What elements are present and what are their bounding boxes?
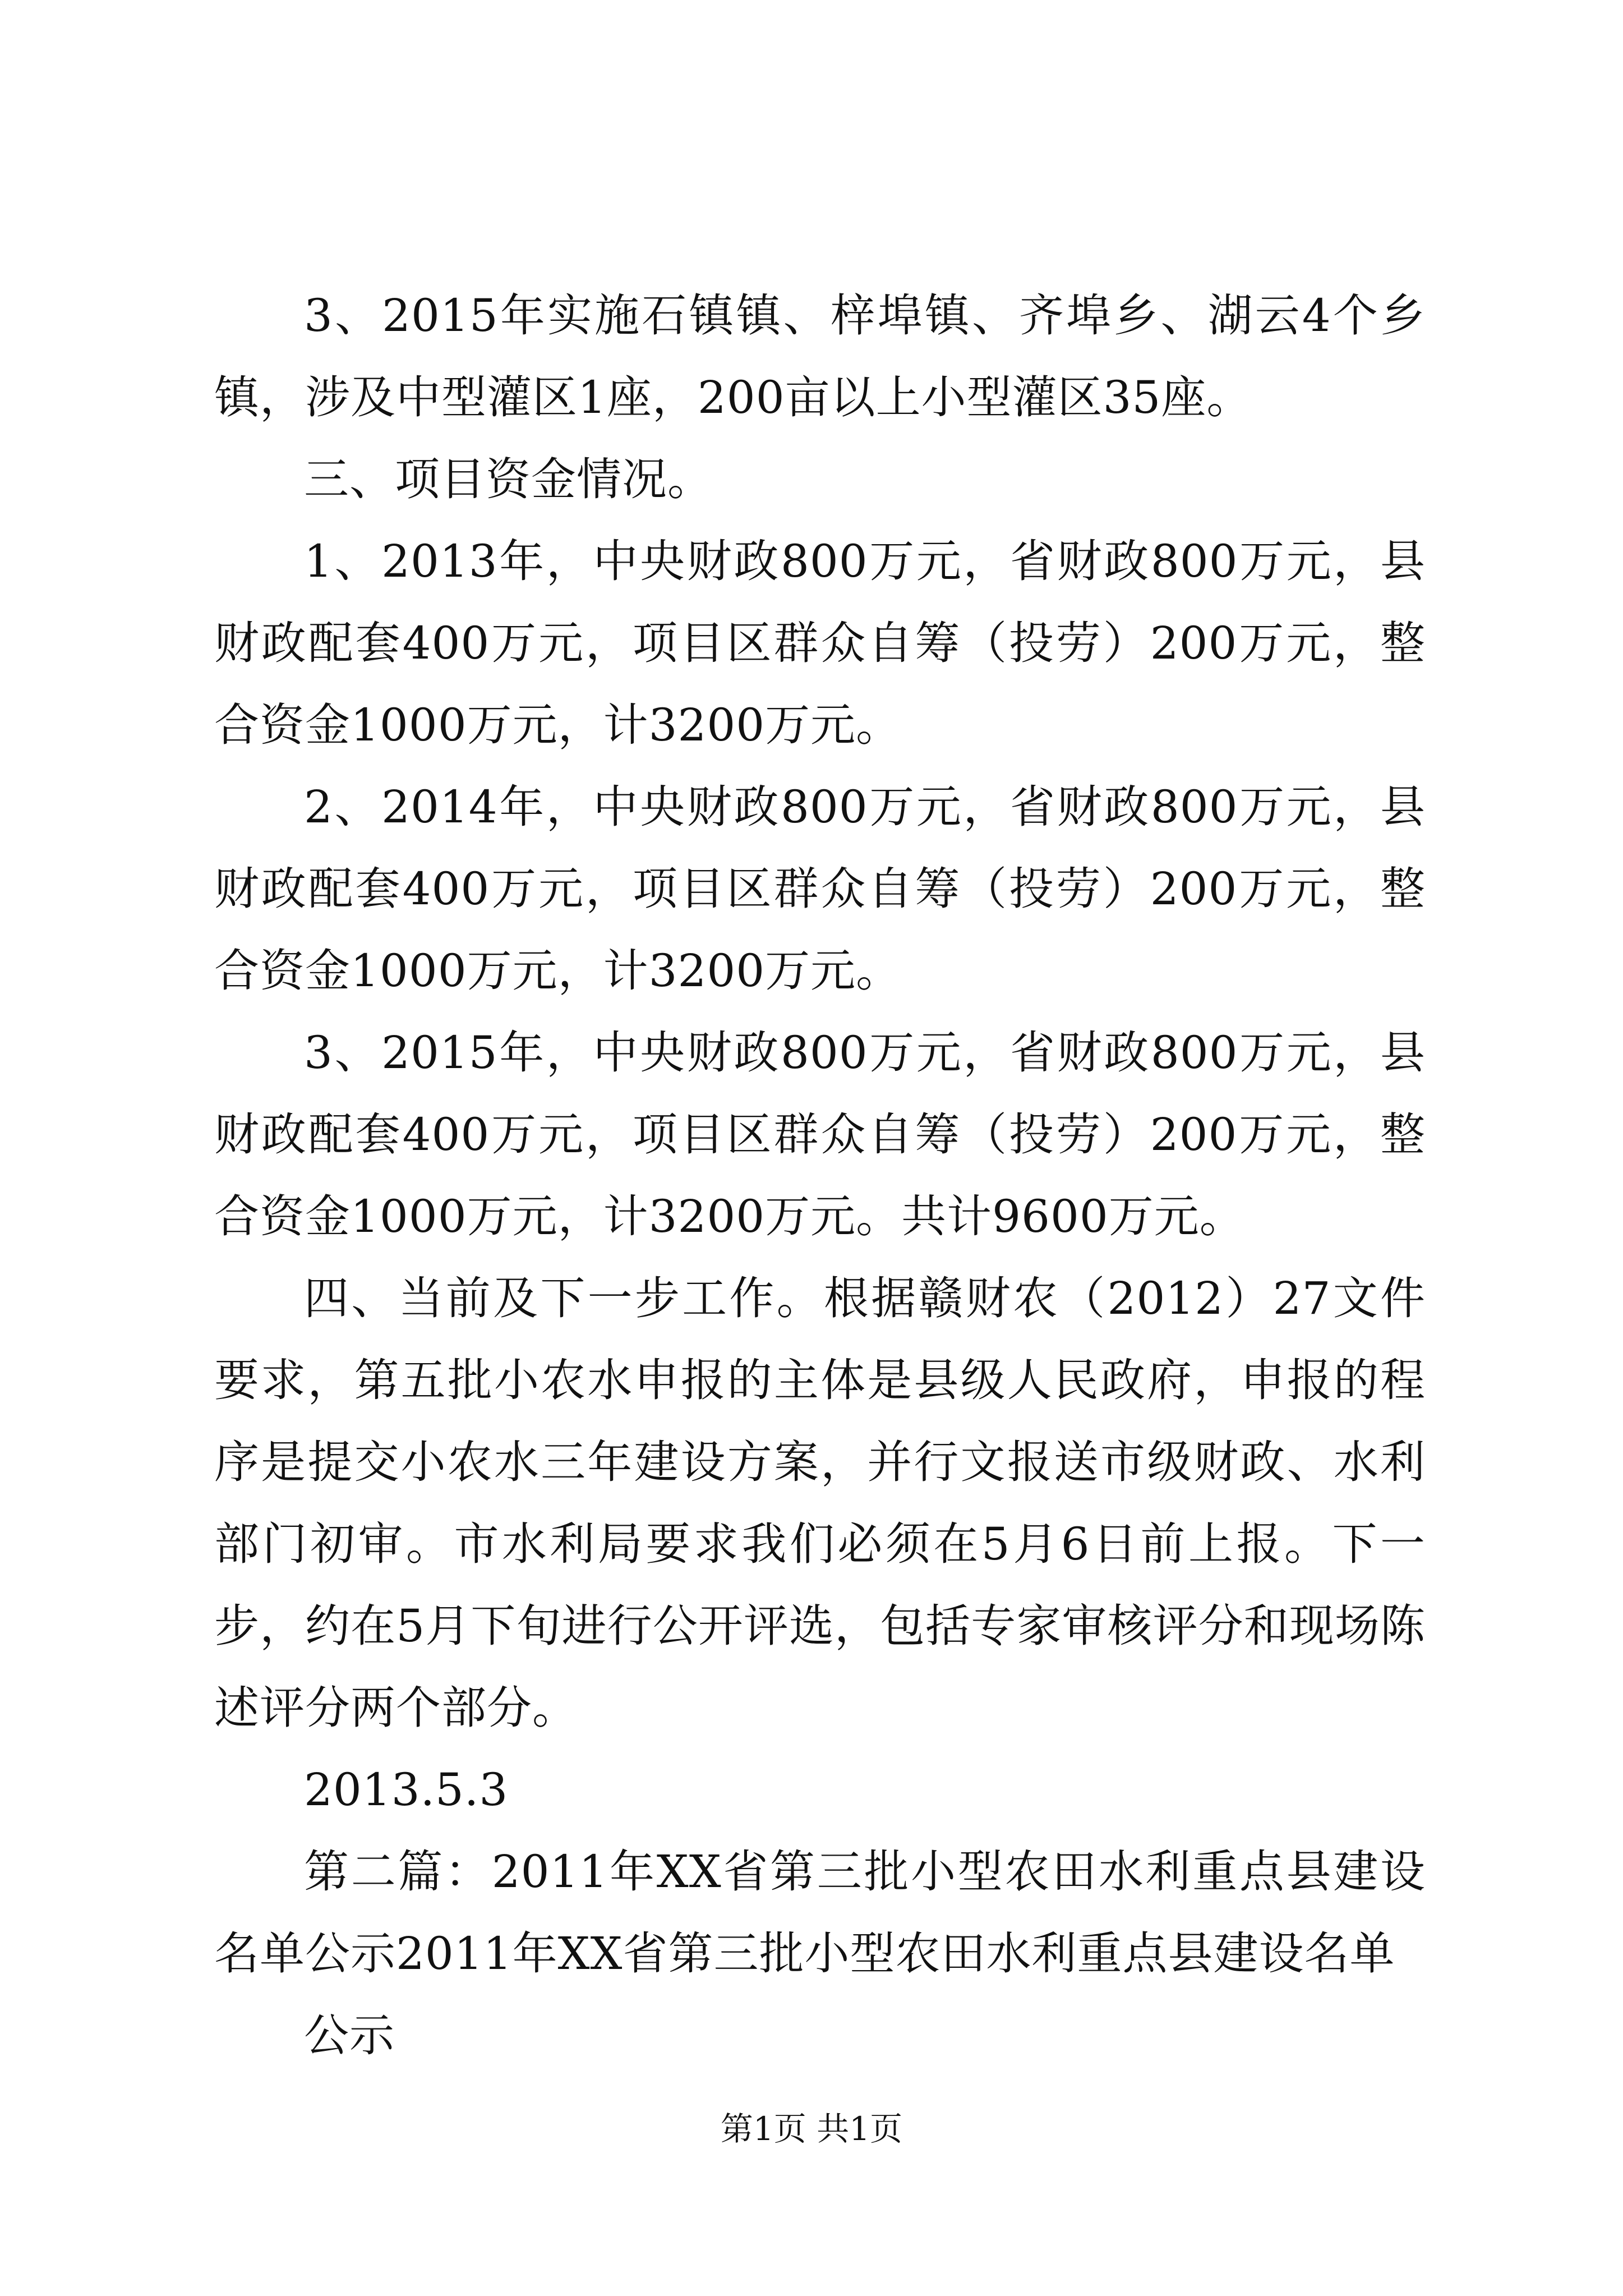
page-number: 第1页 共1页 [720,2110,903,2148]
second-article-subtitle: 公示 [304,2009,395,2062]
second-article-title: 第二篇：2011年XX省第三批小型农田水利重点县建设名单公示2011年XX省第三批小型农田水利重点县建设名单 [214,1846,1426,1980]
document-date: 2013.5.3 [304,1764,509,1816]
paragraph-funding-2014: 2、2014年，中央财政800万元，省财政800万元，县财政配套400万元，项目区群众自筹（投劳）200万元，整合资金1000万元，计3200万元。 [214,781,1426,997]
paragraph-funding-2013: 1、2013年，中央财政800万元，省财政800万元，县财政配套400万元，项目区群众自筹（投劳）200万元，整合资金1000万元，计3200万元。 [214,535,1426,751]
page-footer [0,2106,1623,2151]
paragraph-funding-2015: 3、2015年，中央财政800万元，省财政800万元，县财政配套400万元，项目区群众自筹（投劳）200万元，整合资金1000万元，计3200万元。共计9600万元。 [214,1027,1426,1243]
document-body [214,275,1426,2077]
paragraph-2015-townships: 3、2015年实施石镇镇、梓埠镇、齐埠乡、湖云4个乡镇，涉及中型灌区1座，200亩以上小型灌区35座。 [214,289,1426,424]
paragraph-next-steps: 四、当前及下一步工作。根据赣财农（2012）27文件要求，第五批小农水申报的主体是县级人民政府，申报的程序是提交小农水三年建设方案，并行文报送市级财政、水利部门初审。市水利局要求我们必须在5月6日前上报。下一步，约在5月下旬进行公开评选，包括专家审核评分和现场陈述评分两个部分。 [214,1272,1426,1734]
heading-project-funding: 三、项目资金情况。 [304,453,713,505]
